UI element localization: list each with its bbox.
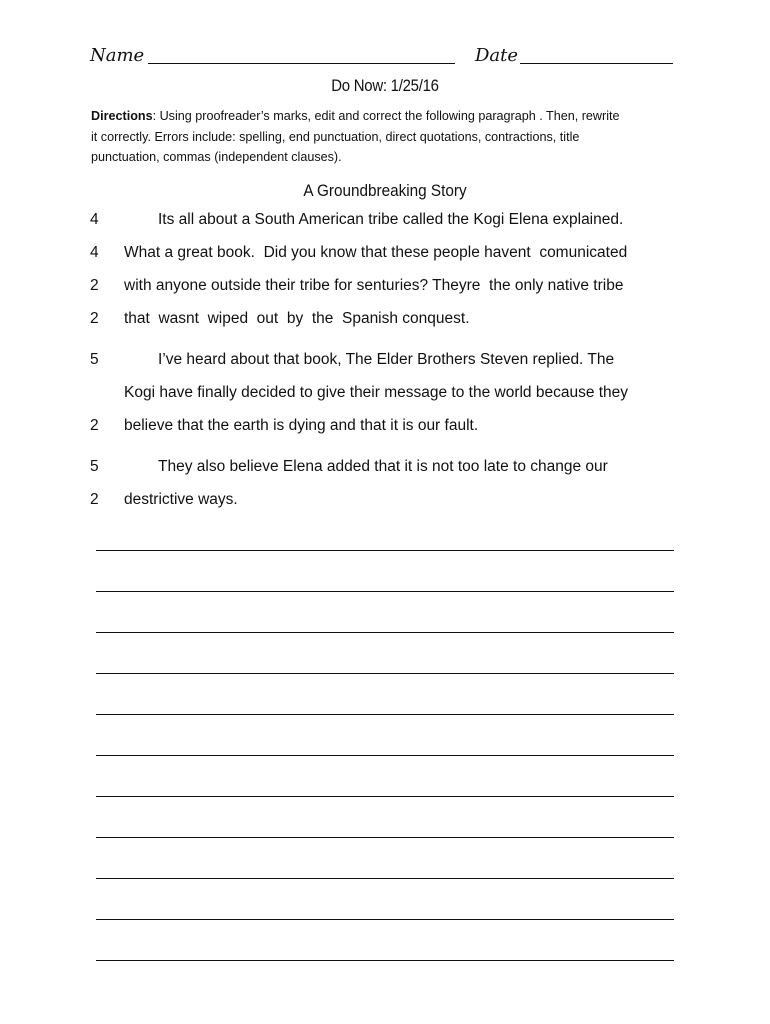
story-text: believe that the earth is dying and that it is our fault. <box>124 417 479 434</box>
answer-line[interactable] <box>96 960 674 961</box>
directions-label: Directions <box>91 109 153 123</box>
error-count: 4 <box>90 244 99 261</box>
story-text: What a great book. Did you know that these people havent comunicated <box>124 244 628 261</box>
story-line <box>0 458 770 480</box>
error-count: 4 <box>90 211 99 228</box>
answer-line[interactable] <box>96 591 674 592</box>
story-line <box>0 211 770 233</box>
story-text: with anyone outside their tribe for senturies? Theyre the only native tribe <box>124 277 624 294</box>
name-field-line[interactable] <box>148 63 455 64</box>
story-line <box>0 384 770 406</box>
directions-text-3: punctuation, commas (independent clauses). <box>91 150 342 164</box>
error-count: 2 <box>90 310 99 327</box>
do-now-heading: Do Now: 1/25/16 <box>331 76 439 95</box>
answer-line[interactable] <box>96 714 674 715</box>
date-label: Date <box>475 45 519 66</box>
story-line <box>0 491 770 513</box>
directions-line-1 <box>91 106 681 127</box>
directions-text-2: it correctly. Errors include: spelling, end punctuation, direct quotations, contractions, title <box>91 129 580 144</box>
directions-text-1: : Using proofreader’s marks, edit and correct the following paragraph . Then, rewrite <box>152 109 620 123</box>
answer-line[interactable] <box>96 796 674 797</box>
error-count: 5 <box>90 458 99 475</box>
error-count: 2 <box>90 417 99 434</box>
story-line <box>0 417 770 439</box>
story-text: that wasnt wiped out by the Spanish conquest. <box>124 310 470 327</box>
answer-line[interactable] <box>96 837 674 838</box>
answer-line[interactable] <box>96 550 674 551</box>
story-line <box>0 310 770 332</box>
answer-line[interactable] <box>96 755 674 756</box>
directions-paragraph <box>91 106 681 168</box>
answer-line[interactable] <box>96 919 674 920</box>
story-text: Kogi have finally decided to give their message to the world because they <box>124 384 629 401</box>
story-line <box>0 244 770 266</box>
date-field-line[interactable] <box>520 63 673 64</box>
header-row <box>90 45 680 71</box>
name-label: Name <box>90 45 145 66</box>
story-line <box>0 351 770 373</box>
story-text: destrictive ways. <box>124 491 238 508</box>
story-text: I’ve heard about that book, The Elder Brothers Steven replied. The <box>158 351 615 368</box>
error-count: 5 <box>90 351 99 368</box>
story-text: They also believe Elena added that it is not too late to change our <box>158 458 608 475</box>
error-count: 2 <box>90 491 99 508</box>
story-text: Its all about a South American tribe called the Kogi Elena explained. <box>158 211 624 228</box>
story-title: A Groundbreaking Story <box>303 181 467 200</box>
answer-line[interactable] <box>96 878 674 879</box>
answer-line[interactable] <box>96 673 674 674</box>
story-line <box>0 277 770 299</box>
answer-line[interactable] <box>96 632 674 633</box>
error-count: 2 <box>90 277 99 294</box>
